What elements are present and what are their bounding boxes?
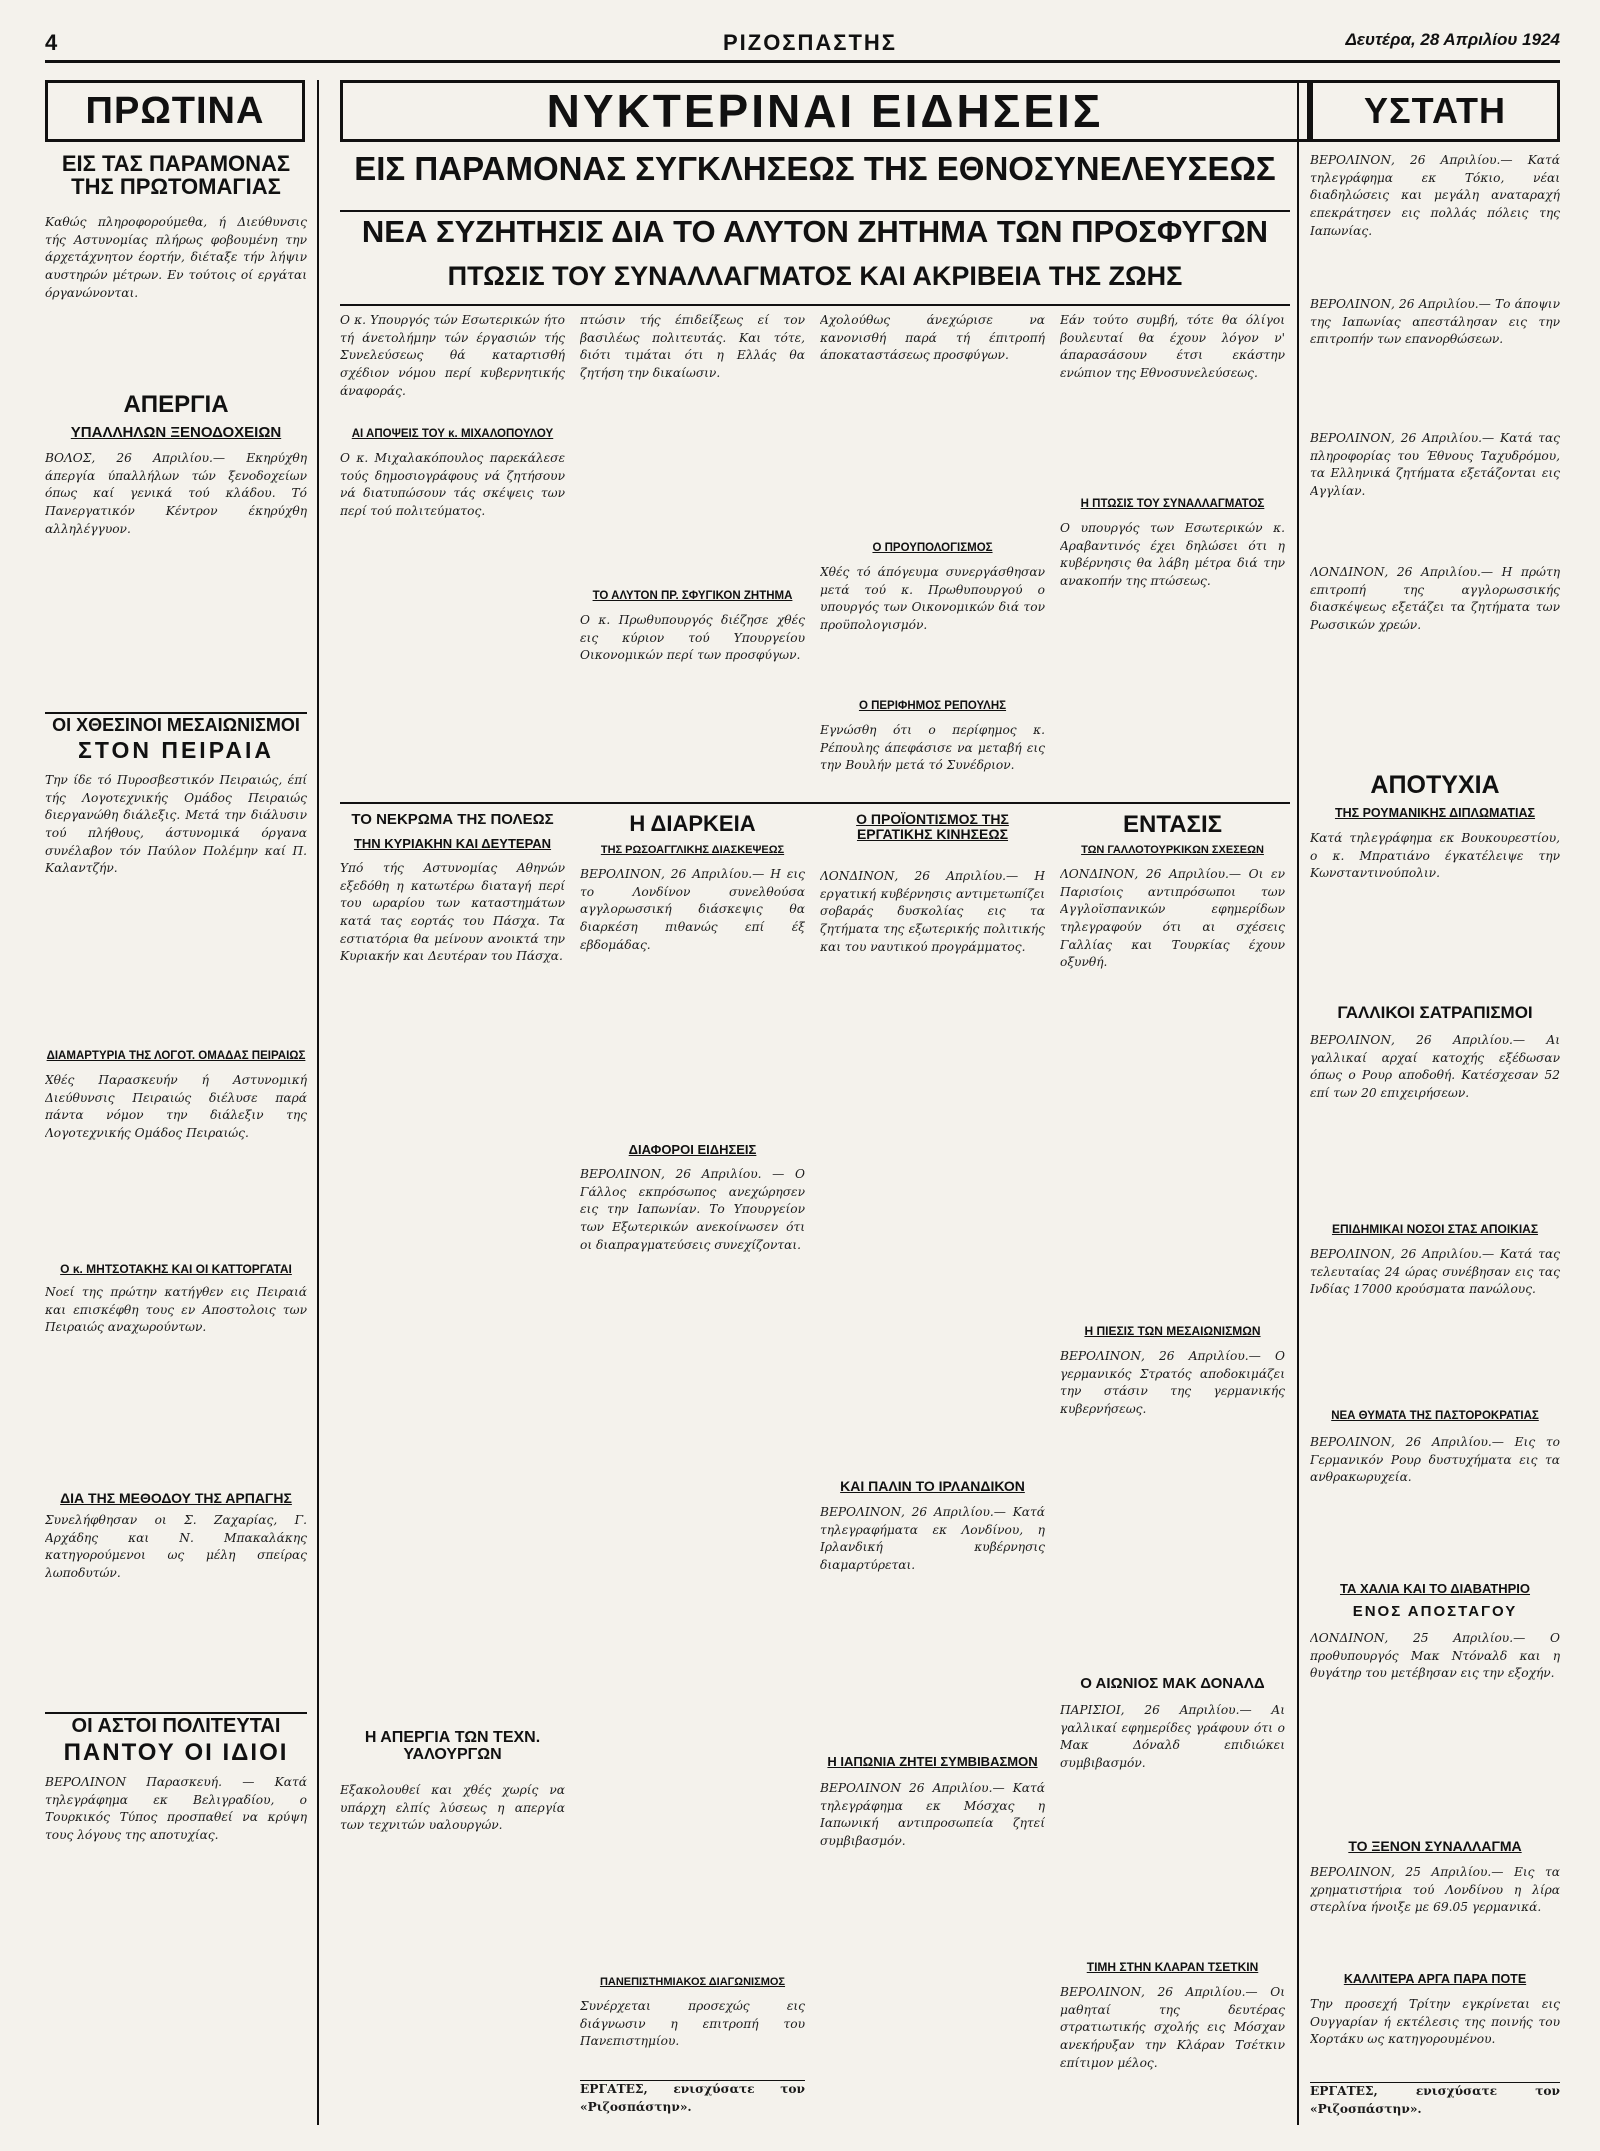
cb-c2-title: Η ΔΙΑΡΚΕΙΑ bbox=[629, 812, 756, 836]
left-a3-text: Την ίδε τό Πυροσβεστικόν Πειραιώς, έπί τής Λογοτεχνικής Ομάδος Πειραιώς διεργανώθη διάλεξις. Μετά την διάλυσιν τού πλήθους, άστυνομικά όργανα συνέλαβον τόν Παύλον Πολέμην καί Π. Καλαντζήν. bbox=[45, 773, 307, 876]
cb-c4-sub4: ΤΙΜΗ ΣΤΗΝ ΚΛΑΡΑΝ ΤΣΕΤΚΙΝ bbox=[1086, 1960, 1259, 1974]
left-a2-title: ΑΠΕΡΓΙΑ bbox=[123, 392, 229, 418]
center-top-col2-text2: Ο κ. Πρωθυπουργός διέζησε χθές εις κύριον τού Υπουργείου Οικονομικών περί των προσφύγων. bbox=[580, 613, 805, 663]
cb-c1-sub: ΤΗΝ ΚΥΡΙΑΚΗΝ ΚΑΙ ΔΕΥΤΕΡΑΝ bbox=[353, 836, 552, 851]
center-top-col1-sub: ΑΙ ΑΠΟΨΕΙΣ ΤΟΥ κ. ΜΙΧΑΛΟΠΟΥΛΟΥ bbox=[351, 428, 554, 440]
center-box-title: ΝΥΚΤΕΡΙΝΑΙ ΕΙΔΗΣΕΙΣ bbox=[340, 80, 1310, 142]
right-r9-title: ΤΑ ΧΑΛΙΑ ΚΑΙ ΤΟ ΔΙΑΒΑΤΗΡΙΟ bbox=[1339, 1582, 1531, 1596]
center-top-col3-text2: Χθές τό άπόγευμα συνεργάσθησαν μετά τού κ. Πρωθυπουργού ο υπουργός των Οικονομικών διά τον προϋπολογισμόν. bbox=[820, 565, 1045, 633]
left-a4-title: ΔΙΑΜΑΡΤΥΡΙΑ ΤΗΣ ΛΟΓΟΤ. ΟΜΑΔΑΣ ΠΕΙΡΑΙΩΣ bbox=[46, 1050, 306, 1062]
left-a5-text: Νοεί της πρώτην κατήγθεν εις Πειραιά και επισκέφθη τους εν Αποστολοις των Πειραιώς αναχωρούντων. bbox=[45, 1285, 307, 1335]
cb-c2-sub3: ΠΑΝΕΠΙΣΤΗΜΙΑΚΟΣ ΔΙΑΓΩΝΙΣΜΟΣ bbox=[599, 1976, 786, 1988]
cb-c3-text: ΛΟΝΔΙΝΟΝ, 26 Απριλίου.— Η εργατική κυβέρνησις αντιμετωπίζει σοβαράς δυσκολίας εις τα ζητήματα της εξωτερικής πολιτικής και του ναυτικού προγράμματος. bbox=[820, 869, 1045, 954]
left-a6-title: ΔΙΑ ΤΗΣ ΜΕΘΟΔΟΥ ΤΗΣ ΑΡΠΑΓΗΣ bbox=[60, 1490, 292, 1506]
cb-c2-text2: ΒΕΡΟΛΙΝΟΝ, 26 Απριλίου. — Ο Γάλλος εκπρόσωπος ανεχώρησεν εις την Ιαπωνίαν. Το Υπουργείον των Εξωτερικών ανεκοίνωσεν ότι οι διαπραγματεύσεις συνεχίζονται. bbox=[580, 1167, 805, 1252]
main-headline-2: ΝΕΑ ΣΥΖΗΤΗΣΙΣ ΔΙΑ ΤΟ ΑΛΥΤΟΝ ΖΗΤΗΜΑ ΤΩΝ ΠΡΟΣΦΥΓΩΝ bbox=[361, 216, 1269, 249]
right-r7-title: ΕΠΙΔΗΜΙΚΑΙ ΝΟΣΟΙ ΣΤΑΣ ΑΠΟΙΚΙΑΣ bbox=[1331, 1222, 1539, 1236]
left-a3-title: ΟΙ ΧΘΕΣΙΝΟΙ ΜΕΣΑΙΩΝΙΣΜΟΙ bbox=[45, 712, 307, 736]
left-a7-title: ΟΙ ΑΣΤΟΙ ΠΟΛΙΤΕΥΤΑΙ bbox=[45, 1712, 307, 1738]
center-top-col1-text: Ο κ. Υπουργός τών Εσωτερικών ήτο τή άνετολήμην τών έργασιών τής Συνελεύσεως θά καταρτισθή σχέδιον νόμου περί κυβερνητικής άναφοράς. bbox=[340, 313, 565, 398]
right-r11-title: ΚΑΛΛΙΤΕΡΑ ΑΡΓΑ ΠΑΡΑ ΠΟΤΕ bbox=[1343, 1972, 1527, 1986]
cb-c3-text2: ΒΕΡΟΛΙΝΟΝ, 26 Απριλίου.— Κατά τηλεγραφήματα εκ Λονδίνου, η Ιρλανδική κυβέρνησις διαμαρτύρεται. bbox=[820, 1505, 1045, 1573]
right-r6-title: ΓΑΛΛΙΚΟΙ ΣΑΤΡΑΠΙΣΜΟΙ bbox=[1337, 1004, 1533, 1022]
left-a3-sub: ΣΤΟΝ ΠΕΙΡΑΙΑ bbox=[78, 738, 274, 763]
cb-c2-sub: ΤΗΣ ΡΩΣΟΑΓΓΛΙΚΗΣ ΔΙΑΣΚΕΨΕΩΣ bbox=[600, 844, 785, 856]
center-top-col3-sub2: Ο ΠΕΡΙΦΗΜΟΣ ΡΕΠΟΥΛΗΣ bbox=[858, 700, 1007, 712]
column-rule bbox=[317, 80, 319, 2125]
cb-c3-sub2: Η ΙΑΠΩΝΙΑ ΖΗΤΕΙ ΣΥΜΒΙΒΑΣΜΟΝ bbox=[827, 1754, 1038, 1769]
main-headline-1: ΕΙΣ ΠΑΡΑΜΟΝΑΣ ΣΥΓΚΛΗΣΕΩΣ ΤΗΣ ΕΘΝΟΣΥΝΕΛΕΥΣΕΩΣ bbox=[340, 152, 1290, 212]
center-top-col3-text: Αχολούθως άνεχώρισε να κανονισθή παρά τή έπιτροπή άποκαταστάσεως προσφύγων. bbox=[820, 313, 1045, 363]
left-a1-text: Καθώς πληροφορούμεθα, ή Διεύθυνσις τής Αστυνομίας πλήρως φοβουμένη την άρχετάχνητον έορτήν, διέταξε τήν λήψιν αυστηρών μέτρων. Εν τούτοις οί εργάται όργανώνονται. bbox=[45, 215, 307, 300]
center-top-col2-sub: ΤΟ ΑΛΥΤΟΝ ΠΡ. ΣΦΥΓΙΚΟΝ ΖΗΤΗΜΑ bbox=[592, 590, 793, 602]
left-a2-text: ΒΟΛΟΣ, 26 Απριλίου.— Εκηρύχθη άπεργία ύπαλλήλων τών ξενοδοχείων όπως καί γενικά τού κλάδου. Τό Πανεργατικόν Κέντρον έκηρύχθη αλληλέγγυον. bbox=[45, 451, 307, 536]
center-top-col1-text2: Ο κ. Μιχαλακόπουλος παρεκάλεσε τούς δημοσιογράφους νά ζητήσουν νά διατυπώσουν τάς σκέψεις των περί τού πολιτεύματος. bbox=[340, 451, 565, 519]
left-a1-title: ΕΙΣ ΤΑΣ ΠΑΡΑΜΟΝΑΣ ΤΗΣ ΠΡΩΤΟΜΑΓΙΑΣ bbox=[61, 152, 291, 200]
center-top-col4-sub: Η ΠΤΩΣΙΣ ΤΟΥ ΣΥΝΑΛΛΑΓΜΑΤΟΣ bbox=[1080, 498, 1265, 510]
cb-c4-title: ΕΝΤΑΣΙΣ bbox=[1122, 812, 1223, 838]
cb-c4-text4: ΒΕΡΟΛΙΝΟΝ, 26 Απριλίου.— Οι μαθηταί της δευτέρας στρατιωτικής σχολής εις Μόσχαν ανεκήρυξαν την Κλάραν Τσέτκιν επίτιμον μέλος. bbox=[1060, 1985, 1285, 2070]
right-r10-title: ΤΟ ΞΕΝΟΝ ΣΥΝΑΛΛΑΓΜΑ bbox=[1348, 1838, 1522, 1854]
center-top-col4-text: Εάν τούτο συμβή, τότε θα όλίγοι βουλευταί θα έχουν λόγον ν' άπαρασάσουν έτσι εκάστην ενώπιον της Εθνοσυνελεύσεως. bbox=[1060, 313, 1285, 381]
left-a2-sub: ΥΠΑΛΛΗΛΩΝ ΞΕΝΟΔΟΧΕΙΩΝ bbox=[70, 424, 282, 441]
left-a6-text: Συνελήφθησαν οι Σ. Ζαχαρίας, Γ. Αρχάδης και Ν. Μπακαλάκης κατηγορούμενοι ως μέλη σπείρας λωποδυτών. bbox=[45, 1513, 307, 1581]
right-r5-text: Κατά τηλεγράφημα εκ Βουκουρεστίου, ο κ. Μπρατιάνο έγκατέλειψε την Κωνσταντινούπολιν. bbox=[1310, 831, 1560, 881]
right-r10-text: ΒΕΡΟΛΙΝΟΝ, 25 Απριλίου.— Εις τα χρηματιστήρια τού Λονδίνου η λίρα στερλίνα ήνοιξε με 69.05 γερμανικά. bbox=[1310, 1865, 1560, 1915]
cb-c1-sub2: Η ΑΠΕΡΓΙΑ ΤΩΝ ΤΕΧΝ. ΥΑΛΟΥΡΓΩΝ bbox=[364, 1730, 541, 1763]
cb-c2-text3: Συνέρχεται προσεχώς εις διάγνωσιν η επιτροπή του Πανεπιστημίου. bbox=[580, 1999, 805, 2049]
left-a5-title: Ο κ. ΜΗΤΣΟΤΑΚΗΣ ΚΑΙ ΟΙ ΚΑΤΤΟΡΓΑΤΑΙ bbox=[60, 1262, 292, 1276]
right-footer: ΕΡΓΑΤΕΣ, ενισχύσατε τον «Ριζοσπάστην». bbox=[1310, 2082, 1560, 2120]
right-r5-sub: ΤΗΣ ΡΟΥΜΑΝΙΚΗΣ ΔΙΠΛΩΜΑΤΙΑΣ bbox=[1334, 806, 1536, 820]
right-r5-title: ΑΠΟΤΥΧΙΑ bbox=[1370, 772, 1500, 799]
cb-c3-title: Ο ΠΡΟΪΟΝΤΙΣΜΟΣ ΤΗΣ ΕΡΓΑΤΙΚΗΣ ΚΙΝΗΣΕΩΣ bbox=[856, 812, 1009, 842]
cb-c3-sub: ΚΑΙ ΠΑΛΙΝ ΤΟ ΙΡΛΑΝΔΙΚΟΝ bbox=[840, 1478, 1025, 1494]
right-r2-text: ΒΕΡΟΛΙΝΟΝ, 26 Απριλίου.— Το άποψιν της Ιαπωνίας απεστάλησαν εις την επιτροπήν των επανορθώσεων. bbox=[1310, 297, 1560, 347]
right-r3-text: ΒΕΡΟΛΙΝΟΝ, 26 Απριλίου.— Κατά τας πληροφορίας του Έθνους Ταχυδρόμου, τα Ελληνικά ζητήματα εξετάζονται εις Αγγλίαν. bbox=[1310, 431, 1560, 499]
center-top-col3-text3: Εγνώσθη ότι ο περίφημος κ. Ρέπουλης άπεφάσισε να μεταβή εις την Βουλήν μετά τό Συνέδριον. bbox=[820, 723, 1045, 773]
left-a7-text: ΒΕΡΟΛΙΝΟΝ Παρασκευή. — Κατά τηλεγράφημα εκ Βελιγραδίου, ο Τουρκικός Τύπος προσπαθεί να κρύψη τους λόγους της αποτυχίας. bbox=[45, 1775, 307, 1843]
cb-c2-footer: ΕΡΓΑΤΕΣ, ενισχύσατε τον «Ριζοσπάστην». bbox=[580, 2080, 805, 2120]
right-r1-text: ΒΕΡΟΛΙΝΟΝ, 26 Απριλίου.— Κατά τηλεγράφημα εκ Τόκιο, νέαι διαδηλώσεις και μεγάλη αναταραχή επεκράτησεν εις πολλάς πόλεις της Ιαπωνίας. bbox=[1310, 153, 1560, 238]
cb-c4-text2: ΒΕΡΟΛΙΝΟΝ, 26 Απριλίου.— Ο γερμανικός Στρατός αποδοκιμάζει την στάσιν της γερμανικής κυβερνήσεως. bbox=[1060, 1349, 1285, 1417]
right-r11-text: Την προσεχή Τρίτην εγκρίνεται εις Ουγγαρίαν ή εκτέλεσις της ποινής του Χορτάκυ ως κατηγορουμένου. bbox=[1310, 1997, 1560, 2047]
headline-rule bbox=[340, 304, 1290, 306]
column-rule bbox=[1297, 80, 1299, 2125]
cb-c2-sub2: ΔΙΑΦΟΡΟΙ ΕΙΔΗΣΕΙΣ bbox=[628, 1142, 757, 1157]
right-r4-text: ΛΟΝΔΙΝΟΝ, 26 Απριλίου.— Η πρώτη επιτροπή της αγγλορωσσικής διασκέψεως εξετάζει τα ζητήματα των Ρωσσικών χρεών. bbox=[1310, 565, 1560, 633]
cb-c1-title: ΤΟ ΝΕΚΡΩΜΑ ΤΗΣ ΠΟΛΕΩΣ bbox=[351, 812, 554, 828]
right-r8-text: ΒΕΡΟΛΙΝΟΝ, 26 Απριλίου.— Εις το Γερμανικόν Ρουρ δυστυχήματα εις τα ανθρακωρυχεία. bbox=[1310, 1435, 1560, 1485]
page-number: 4 bbox=[45, 30, 58, 55]
cb-c1-text: Υπό τής Αστυνομίας Αθηνών εξεδόθη η κατωτέρω διαταγή περί του ωραρίου των καταστημάτων κατά τας εορτάς του Πάσχα. Τα εστιατόρια θα μείνουν ανοικτά την Κυριακήν και Δευτέραν του Πάσχα. bbox=[340, 861, 565, 964]
issue-date: Δευτέρα, 28 Απριλίου 1924 bbox=[1345, 30, 1560, 49]
paper-name: ΡΙΖΟΣΠΑΣΤΗΣ bbox=[722, 30, 898, 55]
center-top-col4-text2: Ο υπουργός των Εσωτερικών κ. Αραβαντινός έχει δηλώσει ότι η κυβέρνησις θα λάβη μέτρα διά την ανακοπήν της πτώσεως. bbox=[1060, 521, 1285, 589]
cb-c4-sub3: Ο ΑΙΩΝΙΟΣ ΜΑΚ ΔΟΝΑΛΔ bbox=[1080, 1676, 1265, 1692]
cb-c3-text3: ΒΕΡΟΛΙΝΟΝ 26 Απριλίου.— Κατά τηλεγράφημα εκ Μόσχας η Ιαπωνική αντιπροσωπεία ζητεί συμβιβασμόν. bbox=[820, 1781, 1045, 1849]
cb-c1-text2: Εξακολουθεί και χθές χωρίς να υπάρχη ελπίς λύσεως η απεργία των τεχνιτών υαλουργών. bbox=[340, 1783, 565, 1833]
center-top-col2-text: πτώσιν τής έπιδείξεως εί τον βασιλέως πολιτευτάς. Και τότε, διότι τιμάται ότι η Ελλάς θα ζητήση την δικαίωσιν. bbox=[580, 313, 805, 381]
cb-c4-text: ΛΟΝΔΙΝΟΝ, 26 Απριλίου.— Οι εν Παρισίοις αντιπρόσωποι των Αγγλοϊσπανικών εφημερίδων τηλεγραφούν ότι αι σχέσεις Γαλλίας και Τουρκίας έχουν οξυνθή. bbox=[1060, 867, 1285, 970]
right-r9-sub: ΕΝΟΣ ΑΠΟΣΤΑΓΟΥ bbox=[1352, 1604, 1518, 1620]
left-a4-text: Χθές Παρασκευήν ή Αστυνομική Διεύθυνσις Πειραιώς διέλυσε παρά πάντα νόμον την διάλεξιν της Λογοτεχνικής Ομάδος Πειραιώς. bbox=[45, 1073, 307, 1141]
right-r7-text: ΒΕΡΟΛΙΝΟΝ, 26 Απριλίου.— Κατά τας τελευταίας 24 ώρας συνέβησαν εις τας Ινδίας 17000 κρούσματα πανώλους. bbox=[1310, 1247, 1560, 1297]
center-top-col3-sub: Ο ΠΡΟΫΠΟΛΟΓΙΣΜΟΣ bbox=[872, 542, 993, 554]
left-a7-sub: ΠΑΝΤΟΥ ΟΙ ΙΔΙΟΙ bbox=[63, 1740, 289, 1766]
cb-c4-sub: ΤΩΝ ΓΑΛΛΟΤΟΥΡΚΙΚΩΝ ΣΧΕΣΕΩΝ bbox=[1081, 844, 1264, 856]
left-box-title: ΠΡΩΤΙΝΑ bbox=[45, 80, 305, 142]
right-r9-text: ΛΟΝΔΙΝΟΝ, 25 Απριλίου.— Ο προθυπουργός Μακ Ντόναλδ και η θυγάτηρ του μετέβησαν εις την εξοχήν. bbox=[1310, 1631, 1560, 1681]
center-divider bbox=[340, 802, 1290, 804]
cb-c4-sub2: Η ΠΙΕΣΙΣ ΤΩΝ ΜΕΣΑΙΩΝΙΣΜΩΝ bbox=[1084, 1324, 1261, 1338]
right-box-title: ΥΣΤΑΤΗ bbox=[1310, 80, 1560, 142]
cb-c4-text3: ΠΑΡΙΣΙΟΙ, 26 Απριλίου.— Αι γαλλικαί εφημερίδες γράφουν ότι ο Μακ Δόναλδ επιδιώκει συμβιβασμόν. bbox=[1060, 1703, 1285, 1771]
right-r6-text: ΒΕΡΟΛΙΝΟΝ, 26 Απριλίου.— Αι γαλλικαί αρχαί κατοχής εξέδωσαν όπως ο Ρουρ αποδοθή. Κατέσχεσαν 52 επί των 20 επιχειρήσεων. bbox=[1310, 1033, 1560, 1101]
main-headline-3: ΠΤΩΣΙΣ ΤΟΥ ΣΥΝΑΛΛΑΓΜΑΤΟΣ ΚΑΙ ΑΚΡΙΒΕΙΑ ΤΗΣ ΖΩΗΣ bbox=[447, 262, 1183, 291]
right-r8-title: ΝΕΑ ΘΥΜΑΤΑ ΤΗΣ ΠΑΣΤΟΡΟΚΡΑΤΙΑΣ bbox=[1331, 1410, 1539, 1422]
cb-c2-text: ΒΕΡΟΛΙΝΟΝ, 26 Απριλίου.— Η εις το Λονδίνον συνελθούσα αγγλορωσσική διάσκεψις θα διαρκέση πιθανώς επί έξ εβδομάδας. bbox=[580, 867, 805, 952]
top-rule bbox=[45, 60, 1560, 63]
